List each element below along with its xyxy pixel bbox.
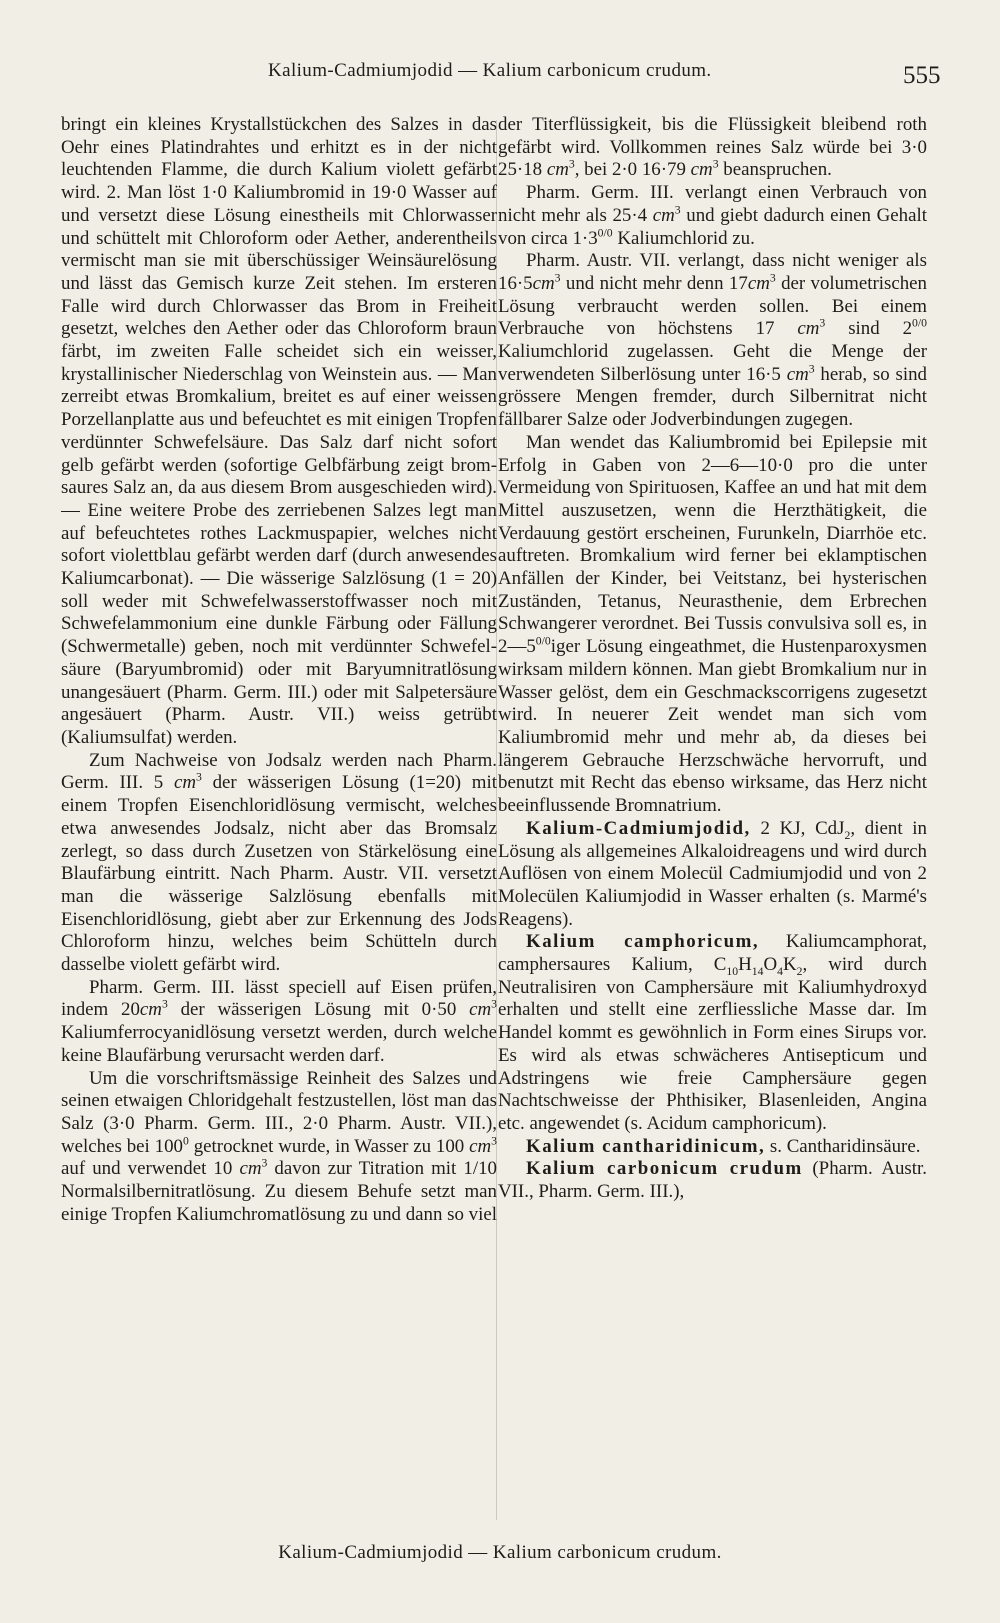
- entry-heading: Kalium carbonicum crudum: [526, 1158, 803, 1180]
- paragraph: Zum Nachweise von Jodsalz werden nach Pharm. Germ. III. 5 $cm^3$ der wässerigen Lösung (1=20) mit einem Tropfen Eisenchloridlösung vermischt, welches etwa anwesendes Jodsalz, nicht aber das Bromsalz zerlegt, so dass durch Zusetzen von Stärkelösung eine Blaufärbung eintritt. Nach Pharm. Austr. VII. versetzt man die wässerige Salzlösung ebenfalls mit Eisenchloridlösung, giebt aber zur Erkennung des Jods Chloroform hinzu, welches beim Schütteln durch dasselbe violett gefärbt wird.: [61, 749, 497, 976]
- dictionary-entry: Kalium-Cadmiumjodid, 2 KJ, CdJ$_2$, dient in Lösung als allgemeines Alkaloidreagens und wird durch Auflösen von einem Molecül Cadmiumjodid und von 2 Molecülen Kaliumjodid in Wasser erhalten (s. Marmé's Reagens).: [498, 817, 927, 930]
- paragraph: Man wendet das Kaliumbromid bei Epilepsie mit Erfolg in Gaben von 2—6—10·0 pro die unter Vermeidung von Spirituosen, Kaffee an und hat mit dem Mittel auszusetzen, wenn die Herzthätigkeit, die Verdauung gestört erscheinen, Furunkeln, Diarrhöe etc. auftreten. Bromkalium wird ferner bei eklamptischen Anfällen der Kinder, bei Veitstanz, bei hysterischen Zuständen, Tetanus, Neurasthenie, dem Erbrechen Schwangerer verordnet. Bei Tussis convulsiva soll es, in $2—5^{0/0}iger$ Lösung eingeathmet, die Hustenparoxysmen wirksam mildern können. Man giebt Bromkalium nur in Wasser gelöst, dem ein Geschmackscorrigens zugesetzt wird. In neuerer Zeit wendet man sich vom Kaliumbromid mehr und mehr ab, da dieses bei längerem Gebrauche Herzschwäche hervorruft, und benutzt mit Recht das ebenso wirksame, das Herz nicht beeinflussende Bromnatrium.: [498, 431, 927, 817]
- paragraph: der Titerflüssigkeit, bis die Flüssigkeit bleibend roth gefärbt wird. Vollkommen reines Salz würde bei 3·0 25·18 $cm^3$, bei 2·0 16·79 $cm^3$ beanspruchen.: [498, 114, 927, 181]
- page-number: 555: [903, 62, 941, 89]
- right-column: [498, 114, 927, 1526]
- dictionary-entry: Kalium carbonicum crudum (Pharm. Austr. VII., Pharm. Germ. III.),: [498, 1158, 927, 1203]
- entry-heading: Kalium-Cadmiumjodid,: [526, 817, 751, 839]
- paragraph: bringt ein kleines Krystallstückchen des Salzes in das Oehr eines Platindrahtes und erhitzt es in der nicht leuchtenden Flamme, die durch Kalium violett gefärbt wird. 2. Man löst 1·0 Kaliumbromid in 19·0 Wasser auf und versetzt diese Lösung einestheils mit Chlorwasser und schüttelt mit Chloroform oder Aether, anderentheils vermischt man sie mit überschüssiger Weinsäurelösung und lässt das Gemisch kurze Zeit stehen. Im ersteren Falle wird durch Chlorwasser das Brom in Freiheit gesetzt, welches den Aether oder das Chloroform braun färbt, im zweiten Falle scheidet sich ein weisser, krystallinischer Niederschlag von Weinstein aus. — Man zerreibt etwas Bromkalium, breitet es auf einer weissen Porzellanplatte aus und befeuchtet es mit einigen Tropfen verdünnter Schwefelsäure. Das Salz darf nicht sofort gelb gefärbt werden (sofortige Gelbfärbung zeigt bromsaures Salz an, da aus diesem Brom ausgeschieden wird). — Eine weitere Probe des zerriebenen Salzes legt man auf befeuchtetes rothes Lackmuspapier, welches nicht sofort violettblau gefärbt werden darf (durch anwesendes Kaliumcarbonat). — Die wässerige Salzlösung (1 = 20) soll weder mit Schwefelwasserstoffwasser noch mit Schwefelammonium eine dunkle Färbung oder Fällung (Schwermetalle) geben, noch mit verdünnter Schwefelsäure (Baryumbromid) oder mit Baryumnitratlösung unangesäuert (Pharm. Germ. III.) oder mit Salpetersäure angesäuert (Pharm. Austr. VII.) weiss getrübt (Kaliumsulfat) werden.: [61, 114, 497, 748]
- paragraph: Um die vorschriftsmässige Reinheit des Salzes und seinen etwaigen Chloridgehalt festzustellen, löst man das Salz (3·0 Pharm. Germ. III., 2·0 Pharm. Austr. VII.), welches bei $100^0$ getrocknet wurde, in Wasser zu 100 $cm^3$ auf und verwendet 10 $cm^3$ davon zur Titration mit 1/10 Normalsilbernitratlösung. Zu diesem Behufe setzt man einige Tropfen Kaliumchromatlösung zu und dann so viel: [61, 1067, 497, 1225]
- entry-heading: Kalium cantharidinicum,: [526, 1135, 766, 1157]
- entry-heading: Kalium camphoricum,: [526, 931, 760, 953]
- page-header: [0, 60, 1000, 94]
- dictionary-entry: Kalium cantharidinicum, s. Cantharidinsäure.: [526, 1135, 921, 1157]
- paragraph: Pharm. Austr. VII. verlangt, dass nicht weniger als $16\cdot 5cm^3$ und nicht mehr denn $17cm^3$ der volumetrischen Lösung verbraucht werden sollen. Bei einem Verbrauche von höchstens 17 $cm^3$ sind $2^{0/0}$ Kaliumchlorid zugelassen. Geht die Menge der verwendeten Silberlösung unter 16·5 $cm^3$ herab, so sind grössere Mengen fremder, durch Silbernitrat nicht fällbarer Salze oder Jodverbindungen zugegen.: [498, 250, 927, 431]
- paragraph: Pharm. Germ. III. lässt speciell auf Eisen prüfen, indem $20cm^3$ der wässerigen Lösung mit 0·50 $cm^3$ Kaliumferrocyanidlösung versetzt werden, durch welche keine Blaufärbung verursacht werden darf.: [61, 976, 497, 1066]
- paragraph: Pharm. Germ. III. verlangt einen Verbrauch von nicht mehr als 25·4 $cm^3$ und giebt dadurch einen Gehalt von circa $1\cdot 3^{0/0}$ Kaliumchlorid zu.: [498, 182, 927, 249]
- left-column: [61, 114, 497, 1526]
- dictionary-entry: Kalium camphoricum, Kaliumcamphorat, camphersaures Kalium, $C_{10}H_{14}O_4K_2$, wird durch Neutralisiren von Camphersäure mit Kaliumhydroxyd erhalten und stellt eine zerfliessliche Masse dar. Im Handel kommt es gewöhnlich in Form eines Sirups vor. Es wird als etwas schwächeres Antisepticum und Adstringens wie freie Camphersäure gegen Nachtschweisse der Phthisiker, Blasenleiden, Angina etc. angewendet (s. Acidum camphoricum).: [498, 931, 927, 1134]
- running-head: Kalium-Cadmiumjodid — Kalium carbonicum crudum.: [268, 60, 712, 81]
- page-footer: Kalium-Cadmiumjodid — Kalium carbonicum crudum.: [278, 1542, 722, 1563]
